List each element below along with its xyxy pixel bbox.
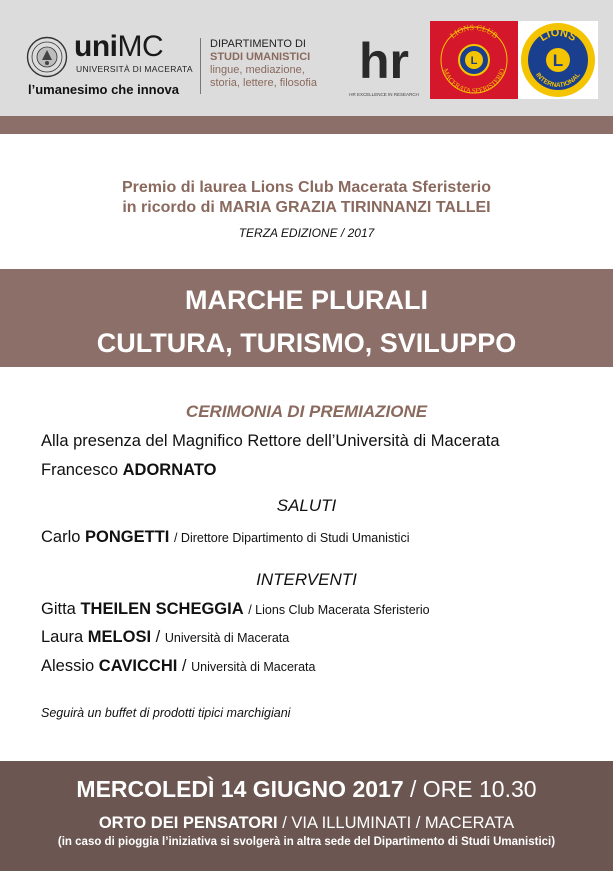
speaker-pongetti: Carlo PONGETTI / Direttore Dipartimento di Studi Umanistici (41, 528, 410, 546)
department-line-4: storia, lettere, filosofia (210, 77, 317, 89)
svg-text:INTERNATIONAL: INTERNATIONAL (534, 71, 582, 90)
department-line-1: DIPARTIMENTO DI (210, 38, 306, 50)
department-line-3: lingue, mediazione, (210, 64, 305, 76)
svg-text:LIONS CLUB: LIONS CLUB (448, 22, 500, 41)
event-venue: ORTO DEI PENSATORI / VIA ILLUMINATI / MACERATA (98, 814, 515, 832)
prize-title (0, 178, 613, 218)
university-seal-icon (26, 36, 68, 78)
svg-text:hr: hr (359, 33, 409, 89)
event-date-time: MERCOLEDÌ 14 GIUGNO 2017 / ORE 10.30 (76, 776, 537, 802)
header-band (0, 0, 613, 116)
department-line-2: STUDI UMANISTICI (210, 51, 311, 63)
edition: TERZA EDIZIONE / 2017 (238, 226, 375, 240)
ceremony-heading: CERIMONIA DI PREMIAZIONE (185, 402, 428, 421)
title-line-2: CULTURA, TURISMO, SVILUPPO (96, 328, 517, 358)
presence-text: Alla presenza del Magnifico Rettore dell’Università di Macerata (41, 432, 500, 450)
talks-heading: INTERVENTI (256, 570, 357, 589)
speaker-cavicchi: Alessio CAVICCHI / Università di Macerata (41, 657, 316, 675)
hr-excellence-logo (348, 32, 420, 102)
prize-line-1: Premio di laurea Lions Club Macerata Sferisterio (122, 179, 491, 196)
title-band (0, 269, 613, 367)
svg-text:MACERATA SFERISTERIO: MACERATA SFERISTERIO (441, 67, 507, 96)
department-name (210, 38, 317, 90)
unimc-wordmark: uniMC (74, 30, 164, 63)
hr-caption: HR EXCELLENCE IN RESEARCH (349, 92, 419, 97)
buffet-note: Seguirà un buffet di prodotti tipici marchigiani (41, 706, 291, 720)
title-line-1: MARCHE PLURALI (185, 285, 428, 315)
svg-text:LIONS: LIONS (537, 26, 579, 45)
header-accent-band (0, 116, 613, 134)
svg-text:L: L (470, 55, 478, 67)
header-divider (200, 38, 201, 94)
svg-text:L: L (552, 51, 564, 70)
tagline: l’umanesimo che innova (28, 82, 179, 97)
rain-note: (in caso di pioggia l’iniziativa si svolgerà in altra sede del Dipartimento di Studi Umanistici) (57, 836, 556, 848)
hr-logo-icon (348, 32, 420, 90)
greetings-heading: SALUTI (276, 496, 337, 515)
lions-international-logo (518, 21, 598, 99)
footer-band (0, 761, 613, 871)
prize-line-2: in ricordo di MARIA GRAZIA TIRINNANZI TALLEI (122, 199, 491, 216)
unimc-subtitle: UNIVERSITÀ DI MACERATA (76, 64, 193, 74)
speaker-melosi: Laura MELOSI / Università di Macerata (41, 628, 290, 646)
rector-name: Francesco ADORNATO (41, 461, 217, 479)
lions-club-macerata-logo (430, 21, 518, 99)
speaker-theilen-scheggia: Gitta THEILEN SCHEGGIA / Lions Club Macerata Sferisterio (41, 600, 430, 618)
